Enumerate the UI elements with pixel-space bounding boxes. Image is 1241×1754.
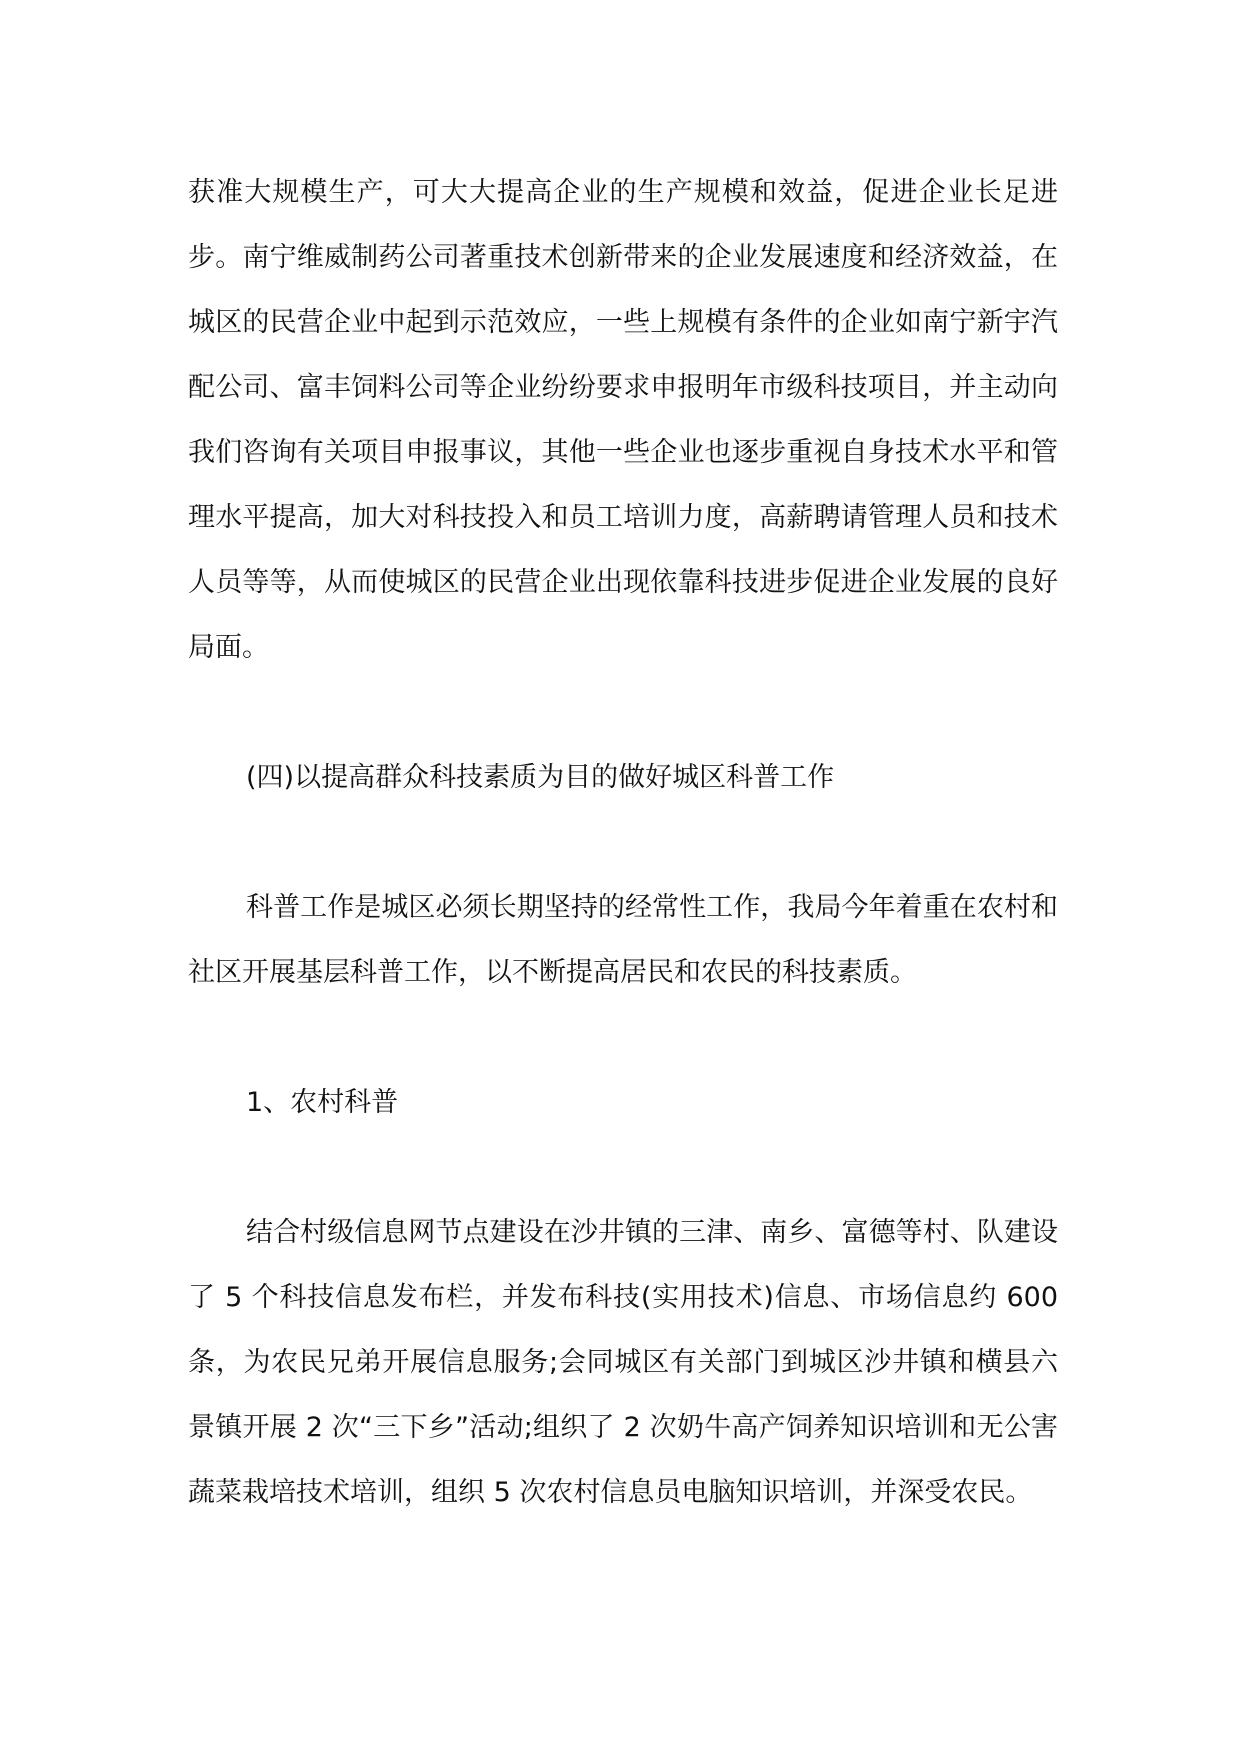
paragraph-science-work-overview: 科普工作是城区必须长期坚持的经常性工作，我局今年着重在农村和社区开展基层科普工作，以不断提高居民和农民的科技素质。 <box>188 892 1058 988</box>
document-body <box>188 160 1058 1525</box>
subheading-rural-science: 1、农村科普 <box>246 1087 399 1118</box>
paragraph-rural-science-details: 结合村级信息网节点建设在沙井镇的三津、南乡、富德等村、队建设了 5 个科技信息发布栏，并发布科技(实用技术)信息、市场信息约 600 条，为农民兄弟开展信息服务;会同城区有关部门到城区沙井镇和横县六景镇开展 2 次“三下乡”活动;组织了 2 次奶牛高产饲养知识培训和无公害蔬菜栽培技术培训，组织 5 次农村信息员电脑知识培训，并深受农民。 <box>188 1217 1058 1508</box>
section-heading-science-popularization: (四)以提高群众科技素质为目的做好城区科普工作 <box>246 762 835 793</box>
paragraph-enterprise-progress: 获准大规模生产，可大大提高企业的生产规模和效益，促进企业长足进步。南宁维威制药公司著重技术创新带来的企业发展速度和经济效益，在城区的民营企业中起到示范效应，一些上规模有条件的企业如南宁新宇汽配公司、富丰饲料公司等企业纷纷要求申报明年市级科技项目，并主动向我们咨询有关项目申报事议，其他一些企业也逐步重视自身技术水平和管理水平提高，加大对科技投入和员工培训力度，高薪聘请管理人员和技术人员等等，从而使城区的民营企业出现依靠科技进步促进企业发展的良好局面。 <box>188 177 1058 663</box>
